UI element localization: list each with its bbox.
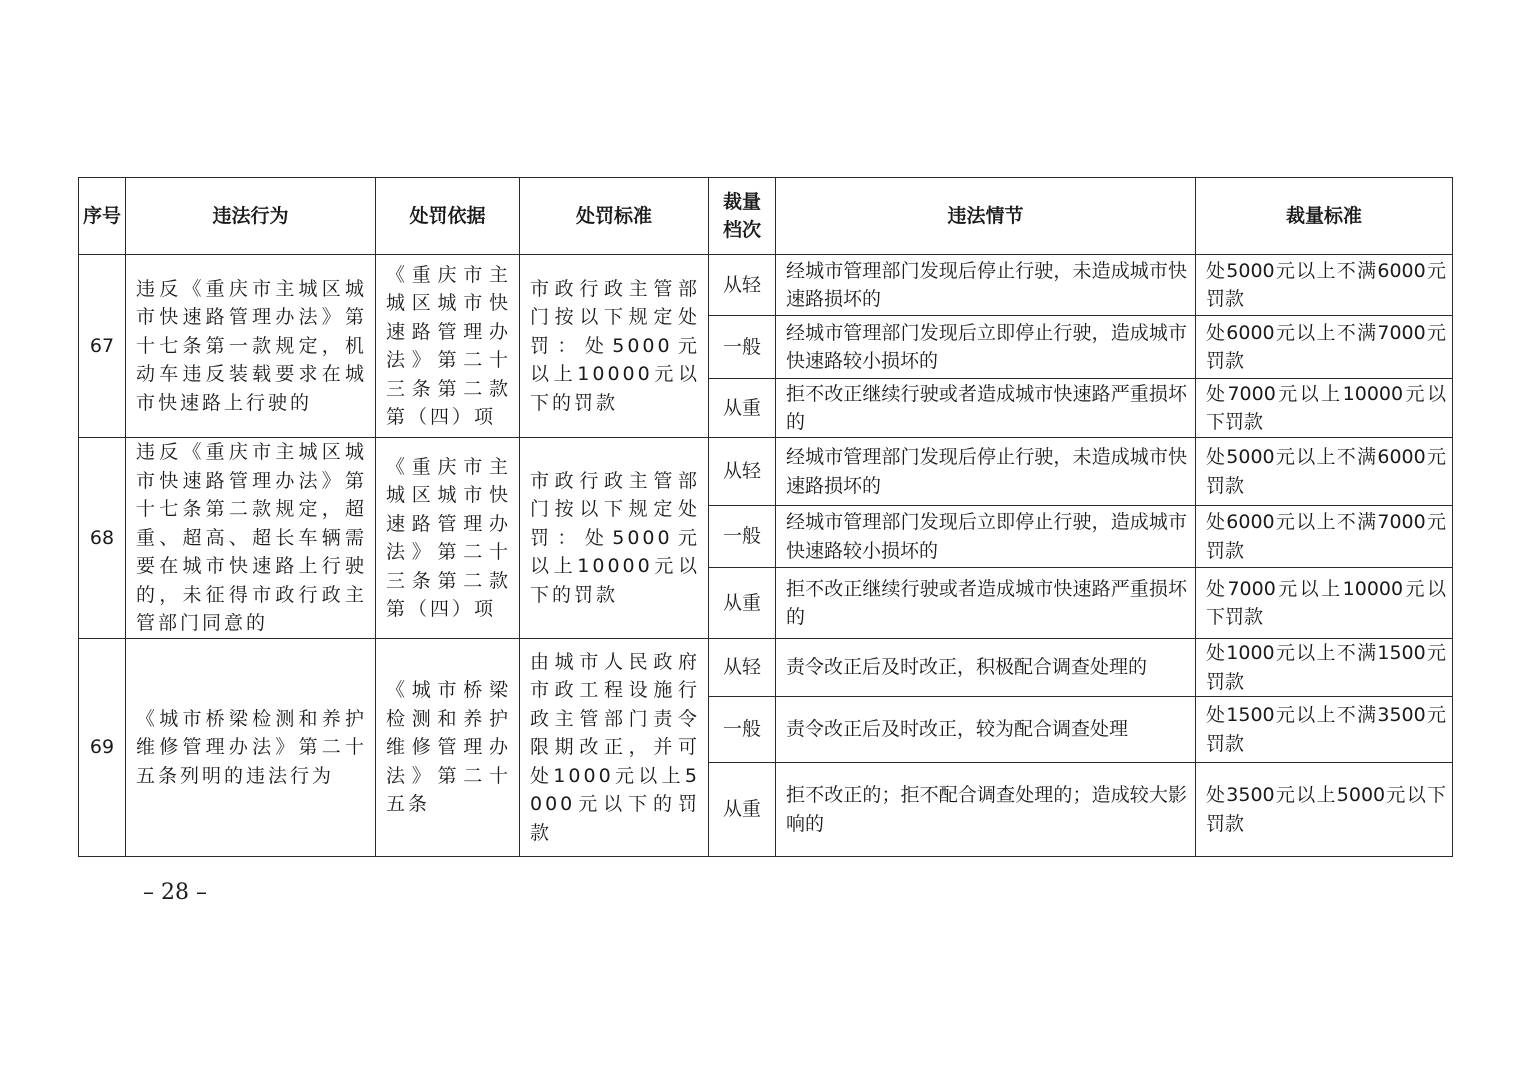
level-label: 从重	[709, 379, 776, 438]
header-seq: 序号	[79, 178, 126, 255]
discretion-standard: 处5000元以上不满6000元罚款	[1196, 438, 1453, 506]
discretion-standard: 处6000元以上不满7000元罚款	[1196, 506, 1453, 568]
header-standard: 处罚标准	[520, 178, 709, 255]
discretion-standard: 处3500元以上5000元以下罚款	[1196, 763, 1453, 857]
level-label: 从轻	[709, 438, 776, 506]
discretion-standard: 处1000元以上不满1500元罚款	[1196, 639, 1453, 697]
row-basis: 《重庆市主城区城市快速路管理办法》第二十三条第二款第（四）项	[376, 255, 520, 438]
row-basis: 《城市桥梁检测和养护维修管理办法》第二十五条	[376, 639, 520, 857]
circumstance-text: 拒不改正继续行驶或者造成城市快速路严重损坏的	[776, 568, 1196, 639]
table-row	[79, 639, 1453, 697]
level-label: 从轻	[709, 639, 776, 697]
header-level: 裁量档次	[709, 178, 776, 255]
page-number: – 28 –	[143, 880, 207, 905]
level-label: 一般	[709, 506, 776, 568]
level-label: 从重	[709, 568, 776, 639]
penalty-discretion-table	[78, 177, 1453, 857]
table-row	[79, 438, 1453, 506]
level-label: 从轻	[709, 255, 776, 316]
circumstance-text: 责令改正后及时改正，较为配合调查处理	[776, 697, 1196, 763]
discretion-standard: 处7000元以上10000元以下罚款	[1196, 568, 1453, 639]
row-standard: 市政行政主管部门按以下规定处罚：处5000元以上10000元以下的罚款	[520, 438, 709, 639]
header-circumstance: 违法情节	[776, 178, 1196, 255]
row-behavior: 违反《重庆市主城区城市快速路管理办法》第十七条第一款规定，机动车违反装载要求在城市快速路上行驶的	[126, 255, 376, 438]
table-header-row	[79, 178, 1453, 255]
discretion-standard: 处5000元以上不满6000元罚款	[1196, 255, 1453, 316]
row-behavior: 违反《重庆市主城区城市快速路管理办法》第十七条第二款规定，超重、超高、超长车辆需要在城市快速路上行驶的，未征得市政行政主管部门同意的	[126, 438, 376, 639]
circumstance-text: 拒不改正的；拒不配合调查处理的；造成较大影响的	[776, 763, 1196, 857]
row-behavior: 《城市桥梁检测和养护维修管理办法》第二十五条列明的违法行为	[126, 639, 376, 857]
header-discretion: 裁量标准	[1196, 178, 1453, 255]
discretion-standard: 处7000元以上10000元以下罚款	[1196, 379, 1453, 438]
circumstance-text: 拒不改正继续行驶或者造成城市快速路严重损坏的	[776, 379, 1196, 438]
header-basis: 处罚依据	[376, 178, 520, 255]
row-seq: 67	[79, 255, 126, 438]
header-behavior: 违法行为	[126, 178, 376, 255]
level-label: 一般	[709, 316, 776, 379]
circumstance-text: 经城市管理部门发现后停止行驶，未造成城市快速路损坏的	[776, 255, 1196, 316]
row-seq: 69	[79, 639, 126, 857]
discretion-standard: 处6000元以上不满7000元罚款	[1196, 316, 1453, 379]
discretion-standard: 处1500元以上不满3500元罚款	[1196, 697, 1453, 763]
circumstance-text: 责令改正后及时改正，积极配合调查处理的	[776, 639, 1196, 697]
row-standard: 市政行政主管部门按以下规定处罚：处5000元以上10000元以下的罚款	[520, 255, 709, 438]
row-standard: 由城市人民政府市政工程设施行政主管部门责令限期改正，并可处1000元以上5000元以下的罚款	[520, 639, 709, 857]
row-basis: 《重庆市主城区城市快速路管理办法》第二十三条第二款第（四）项	[376, 438, 520, 639]
level-label: 一般	[709, 697, 776, 763]
circumstance-text: 经城市管理部门发现后立即停止行驶，造成城市快速路较小损坏的	[776, 316, 1196, 379]
circumstance-text: 经城市管理部门发现后立即停止行驶，造成城市快速路较小损坏的	[776, 506, 1196, 568]
level-label: 从重	[709, 763, 776, 857]
circumstance-text: 经城市管理部门发现后停止行驶，未造成城市快速路损坏的	[776, 438, 1196, 506]
table-row	[79, 255, 1453, 316]
row-seq: 68	[79, 438, 126, 639]
